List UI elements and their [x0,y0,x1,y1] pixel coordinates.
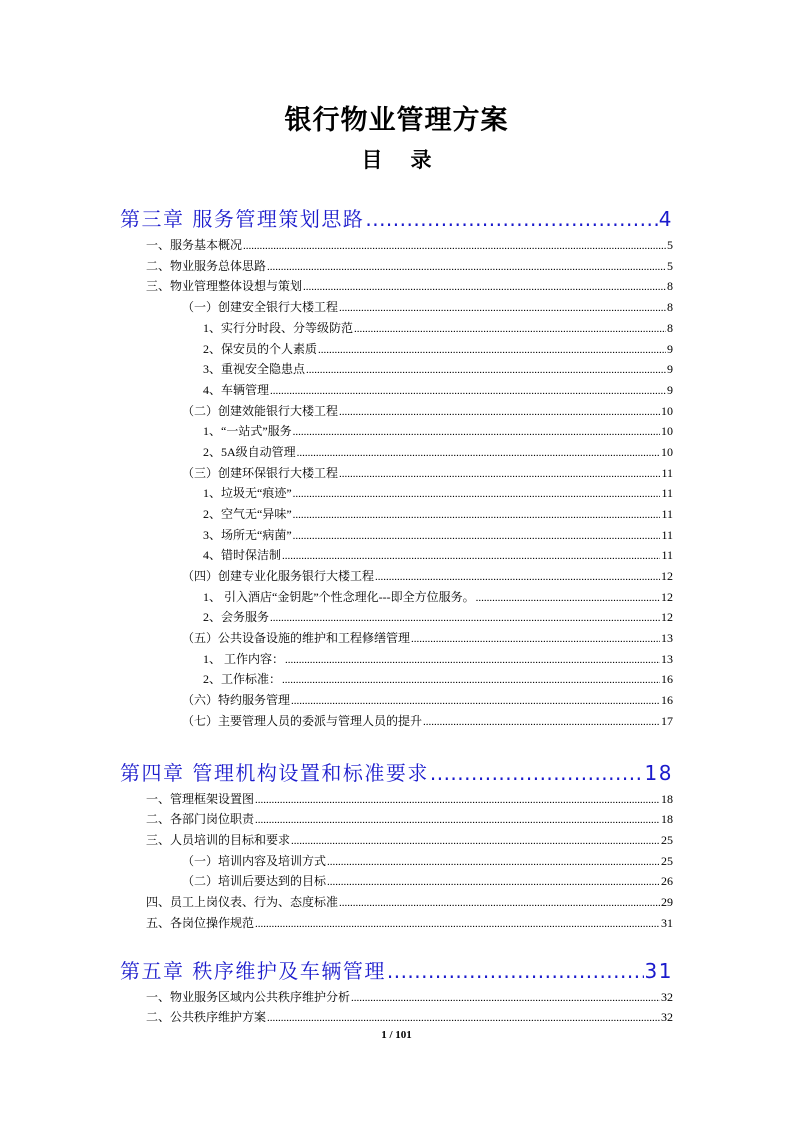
toc-chapter-link[interactable] [120,955,673,984]
toc-page-number: 18 [661,812,673,826]
toc-entry-link[interactable] [146,810,673,827]
toc-label: （一）创建安全银行大楼工程 [182,300,339,314]
toc-label: （二）创建效能银行大楼工程 [182,404,339,418]
toc-leader-dots [411,633,660,645]
toc-entry-link[interactable] [182,872,673,889]
toc-leader-dots [339,468,660,480]
toc-page-number: 10 [661,424,673,438]
toc-page-number: 11 [661,528,673,542]
toc-leader-dots [306,364,666,376]
toc-page-number: 16 [661,693,673,707]
toc-entry-link[interactable] [182,402,673,419]
toc-leader-dots [243,240,666,252]
toc-label: （二）培训后要达到的目标 [182,874,327,888]
toc-chapter-link[interactable] [120,757,673,786]
toc-leader-dots [354,323,666,335]
toc-leader-dots [255,814,660,826]
toc-entry-link[interactable] [203,443,673,460]
document-title: 银行物业管理方案 [284,105,509,136]
toc-entry-link[interactable] [182,691,673,708]
toc-page-number: 11 [661,507,673,521]
toc-entry-link[interactable] [203,505,673,522]
toc-page-number: 12 [661,590,673,604]
toc-page-number: 31 [644,959,673,983]
toc-leader-dots [282,674,660,686]
toc-page-number: 5 [667,259,673,273]
toc-page-number: 10 [661,404,673,418]
toc-leader-dots [255,918,660,930]
toc-entry-link[interactable] [203,422,673,439]
toc-leader-dots [476,592,660,604]
toc-label: （六）特约服务管理 [182,693,291,707]
toc-leader-dots [351,992,660,1004]
toc-entry-link[interactable] [203,381,673,398]
toc-entry-link[interactable] [146,831,673,848]
toc-page-number: 17 [661,714,673,728]
toc-leader-dots [339,302,666,314]
toc-page-number: 18 [644,761,673,785]
toc-page-number: 29 [661,895,673,909]
toc-label: 1、“一站式”服务 [203,424,292,438]
toc-page-number: 11 [661,548,673,562]
toc-label: 一、管理框架设置图 [146,792,255,806]
toc-label: 五、各岗位操作规范 [146,916,255,930]
toc-leader-dots [285,654,660,666]
toc-leader-dots [293,488,661,500]
toc-label: 1、 引入酒店“金钥匙”个性念理化---即全方位服务。 [203,590,475,604]
toc-label: 3、场所无“病菌” [203,528,292,542]
toc-entry-link[interactable] [182,298,673,315]
toc-leader-dots [270,385,666,397]
toc-page-number: 10 [661,445,673,459]
toc-leader-dots [430,761,644,785]
toc-label: 1、 工作内容： [203,652,285,666]
toc-label: 第五章 秩序维护及车辆管理 [120,959,386,983]
toc-page-number: 4 [658,207,673,231]
toc-label: 2、保安员的个人素质 [203,342,318,356]
toc-label: 4、车辆管理 [203,383,270,397]
toc-heading [0,144,793,174]
toc-label: 三、物业管理整体设想与策划 [146,279,303,293]
toc-label: 2、5A级自动管理 [203,445,296,459]
toc-leader-dots [339,897,660,909]
toc-label: 三、人员培训的目标和要求 [146,833,291,847]
toc-page-number: 26 [661,874,673,888]
toc-entry-link[interactable] [146,257,673,274]
toc-label: 二、公共秩序维护方案 [146,1010,267,1024]
toc-label: 一、服务基本概况 [146,238,243,252]
toc-leader-dots [375,571,660,583]
toc-label: 3、重视安全隐患点 [203,362,306,376]
toc-entry-link[interactable] [203,670,673,687]
toc-leader-dots [270,612,660,624]
toc-label: （三）创建环保银行大楼工程 [182,466,339,480]
toc-page-number: 13 [661,631,673,645]
toc-leader-dots [255,794,660,806]
toc-heading-char: 录 [410,148,432,172]
toc-page-number: 11 [661,486,673,500]
toc-leader-dots [293,426,660,438]
toc-label: 1、实行分时段、分等级防范 [203,321,354,335]
toc-page-number: 13 [661,652,673,666]
toc-page-number: 8 [667,300,673,314]
toc-entry-link[interactable] [203,340,673,357]
toc-leader-dots [327,856,660,868]
toc-entry-link[interactable] [203,526,673,543]
toc-leader-dots [327,876,660,888]
toc-page-number: 5 [667,238,673,252]
toc-entry-link[interactable] [203,360,673,377]
toc-leader-dots [282,550,660,562]
toc-label: 4、错时保洁制 [203,548,282,562]
toc-page-number: 32 [661,990,673,1004]
toc-label: 四、员工上岗仪表、行为、态度标准 [146,895,339,909]
toc-page-number: 25 [661,854,673,868]
toc-page-number: 9 [667,383,673,397]
toc-leader-dots [365,207,657,231]
toc-label: （五）公共设备设施的维护和工程修缮管理 [182,631,411,645]
toc-page-number: 31 [661,916,673,930]
toc-label: 2、空气无“异味” [203,507,292,521]
toc-entry-link[interactable] [182,567,673,584]
toc-leader-dots [297,447,660,459]
toc-label: 1、垃圾无“痕迹” [203,486,292,500]
toc-page-number: 18 [661,792,673,806]
toc-label: （一）培训内容及培训方式 [182,854,327,868]
toc-label: 2、工作标准： [203,672,282,686]
toc-entry-link[interactable] [182,464,673,481]
toc-page-number: 16 [661,672,673,686]
toc-page-number: 32 [661,1010,673,1024]
toc-entry-link[interactable] [146,790,673,807]
toc-page-number: 9 [667,362,673,376]
toc-entry-link[interactable] [182,852,673,869]
toc-label: 一、物业服务区域内公共秩序维护分析 [146,990,351,1004]
toc-label: 2、会务服务 [203,610,270,624]
toc-page-number: 8 [667,321,673,335]
toc-label: 二、物业服务总体思路 [146,259,267,273]
toc-page-number: 12 [661,569,673,583]
page-number: 1 / 101 [381,1029,412,1041]
toc-leader-dots [387,959,644,983]
toc-label: 第三章 服务管理策划思路 [120,207,365,231]
toc-entry-link[interactable] [146,1008,673,1025]
toc-entry-link[interactable] [182,712,673,729]
toc-label: 二、各部门岗位职责 [146,812,255,826]
toc-leader-dots [267,261,666,273]
toc-label: （四）创建专业化服务银行大楼工程 [182,569,375,583]
toc-entry-link[interactable] [182,629,673,646]
toc-leader-dots [291,835,660,847]
toc-entry-link[interactable] [203,588,673,605]
toc-entry-link[interactable] [146,893,673,910]
toc-leader-dots [423,716,660,728]
toc-entry-link[interactable] [146,277,673,294]
toc-leader-dots [291,695,660,707]
toc-entry-link[interactable] [203,484,673,501]
toc-leader-dots [293,530,661,542]
toc-entry-link[interactable] [146,988,673,1005]
toc-label: （七）主要管理人员的委派与管理人员的提升 [182,714,423,728]
toc-leader-dots [303,281,666,293]
toc-leader-dots [293,509,661,521]
toc-page-number: 9 [667,342,673,356]
toc-label: 第四章 管理机构设置和标准要求 [120,761,429,785]
toc-leader-dots [267,1012,660,1024]
toc-entry-link[interactable] [203,650,673,667]
toc-page-number: 8 [667,279,673,293]
toc-leader-dots [339,406,660,418]
toc-entry-link[interactable] [203,608,673,625]
toc-leader-dots [318,344,666,356]
toc-entry-link[interactable] [146,236,673,253]
toc-entry-link[interactable] [203,546,673,563]
toc-heading-char: 目 [361,148,383,172]
toc-page-number: 25 [661,833,673,847]
toc-entry-link[interactable] [146,914,673,931]
toc-page-number: 12 [661,610,673,624]
toc-chapter-link[interactable] [120,203,673,232]
toc-page-number: 11 [661,466,673,480]
toc-entry-link[interactable] [203,319,673,336]
